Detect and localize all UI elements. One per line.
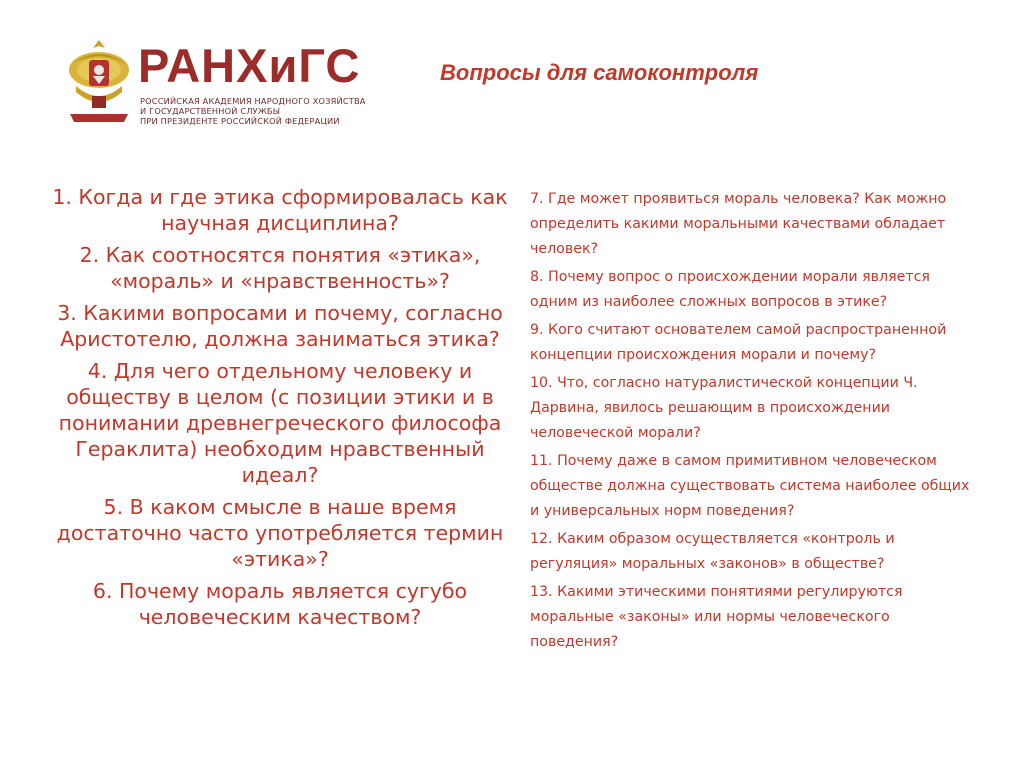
page-title: Вопросы для самоконтроля	[440, 60, 759, 85]
question-item: 12. Каким образом осуществляется «контроль и регуляция» моральных «законов» в обществе?	[530, 531, 895, 572]
question-item: 7. Где может проявиться мораль человека? Как можно определить какими моральными качествами обладает человек?	[530, 191, 947, 257]
question-item: 4. Для чего отдельному человеку и обществу в целом (с позиции этики и в понимании древнегреческого философа Гераклита) необходим нравственный идеал?	[58, 359, 502, 487]
question-item: 3. Какими вопросами и почему, согласно Аристотелю, должна заниматься этика?	[57, 301, 503, 351]
question-item: 2. Как соотносятся понятия «этика», «мораль» и «нравственность»?	[79, 243, 481, 293]
question-item: 5. В каком смысле в наше время достаточно часто употребляется термин «этика»?	[56, 495, 504, 571]
question-item: 6. Почему мораль является сугубо человеческим качеством?	[92, 579, 468, 629]
question-item: 1. Когда и где этика сформировалась как научная дисциплина?	[52, 185, 508, 235]
brand-full-name	[140, 96, 406, 126]
left-question-list	[50, 184, 510, 636]
question-item: 11. Почему даже в самом примитивном человеческом обществе должна существовать система наиболее общих и универсальных норм поведения?	[530, 453, 970, 519]
brand-name: РАНХиГС	[138, 39, 361, 92]
ranepa-logo	[64, 36, 366, 132]
brand-line: РОССИЙСКАЯ АКАДЕМИЯ НАРОДНОГО ХОЗЯЙСТВА	[140, 96, 366, 106]
brand-line: И ГОСУДАРСТВЕННОЙ СЛУЖБЫ	[140, 106, 281, 116]
coat-of-arms-icon	[64, 36, 134, 128]
question-item: 9. Кого считают основателем самой распространенной концепции происхождения морали и почему?	[530, 322, 947, 363]
brand-line: ПРИ ПРЕЗИДЕНТЕ РОССИЙСКОЙ ФЕДЕРАЦИИ	[140, 116, 340, 126]
question-item: 10. Что, согласно натуралистической концепции Ч. Дарвина, явилось решающим в происхождении человеческой морали?	[530, 375, 918, 441]
right-question-list	[530, 187, 970, 658]
question-item: 13. Какими этическими понятиями регулируются моральные «законы» или нормы человеческого поведения?	[530, 584, 903, 650]
question-item: 8. Почему вопрос о происхождении морали является одним из наиболее сложных вопросов в этике?	[530, 269, 930, 310]
